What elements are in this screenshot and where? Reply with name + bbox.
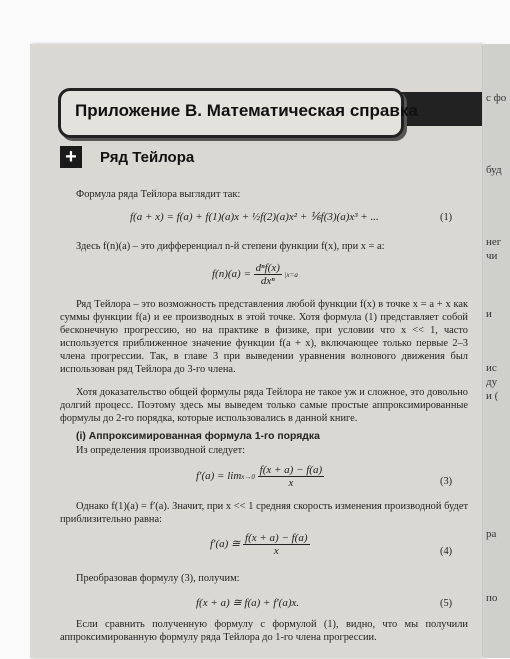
eq-numerator: f(x + a) − f(a)	[259, 464, 323, 476]
eq-lhs: f(n)(a) =	[212, 268, 251, 281]
adjacent-text: с фо	[486, 92, 507, 104]
limit-subscript: x→0	[241, 473, 255, 482]
paragraph-6: Если сравнить полученную формулу с формулой (1), видно, что мы получили аппроксимированную формулу ряда Тейлора до 1-го члена прогрессии.	[60, 619, 468, 643]
eq-lhs: f′(a) = lim	[196, 470, 242, 483]
adjacent-text: ис	[486, 362, 497, 374]
chapter-title: Приложение В. Математическая справка	[75, 101, 418, 120]
eq-lhs: f′(a) ≅	[210, 538, 241, 551]
equation-5: f(x + a) ≅ f(a) + f′(a)x.	[196, 597, 300, 609]
eq-denominator: x	[273, 545, 279, 557]
chapter-header	[58, 88, 418, 138]
eq-denominator: x	[288, 477, 294, 489]
paragraph-5: Преобразовав формулу (3), получим:	[76, 573, 240, 584]
adjacent-text: буд	[486, 164, 502, 176]
eq-tail: |x=a	[284, 271, 298, 280]
equation-4	[210, 532, 310, 557]
eq-fraction	[258, 464, 325, 489]
equation-number: (3)	[440, 476, 453, 487]
paragraph-1: Ряд Тейлора – это возможность представления любой функции f(x) в точке x = a + x как суммы функции f(a) и ее производных в этой точке. Хотя формула (1) представляет собой бесконечную прогрессию, но на практике в физике, при условии что x << 1, часто используется приближенное значение функции f(a + x), включающее только первые 2–3 члена прогрессии. Так, в главе 3 при выведении уравнения волнового движения был использован ряд Тейлора до 3-го члена.	[60, 299, 468, 375]
equation-number: (1)	[440, 212, 453, 223]
equation-1: f(a + x) = f(a) + f(1)(a)x + ½f(2)(a)x² + ⅙f(3)(a)x³ + ...	[130, 211, 379, 223]
plus-icon: +	[60, 146, 82, 168]
paragraph-4: Однако f(1)(a) = f′(a). Значит, при x << 1 средняя скорость изменения производной будет приблизительно равна:	[60, 501, 468, 525]
eq-fraction	[254, 262, 282, 287]
equation-derivative-definition	[212, 262, 298, 287]
definition-text: Здесь f(n)(a) – это дифференциал n-й степени функции f(x), при x = a:	[76, 241, 385, 252]
paragraph-2: Хотя доказательство общей формулы ряда Тейлора не такое уж и сложное, это довольно долгий процесс. Поэтому здесь мы выведем только самые простые аппроксимированные формулы до 2-го порядка, которые использовались в данной книге.	[60, 387, 468, 424]
section-title: Ряд Тейлора	[100, 149, 195, 166]
eq-denominator: dxⁿ	[260, 275, 275, 287]
subsection-title: (i) Аппроксимированная формула 1-го порядка	[76, 431, 320, 442]
eq-numerator: f(x + a) − f(a)	[245, 532, 308, 544]
adjacent-text: чи	[486, 250, 498, 262]
eq-fraction	[243, 532, 310, 557]
equation-number: (5)	[440, 598, 453, 609]
adjacent-text: и (	[486, 390, 499, 402]
equation-number: (4)	[440, 546, 453, 557]
adjacent-text: ра	[486, 528, 497, 540]
intro-text: Формула ряда Тейлора выглядит так:	[76, 189, 241, 200]
eq-numerator: dⁿf(x)	[255, 262, 280, 274]
adjacent-text: нег	[486, 236, 502, 248]
adjacent-text: ду	[486, 376, 498, 388]
adjacent-page	[484, 44, 510, 658]
adjacent-text: по	[486, 592, 498, 604]
paragraph-3: Из определения производной следует:	[76, 445, 246, 456]
equation-3	[196, 464, 324, 489]
adjacent-text: и	[486, 308, 492, 320]
